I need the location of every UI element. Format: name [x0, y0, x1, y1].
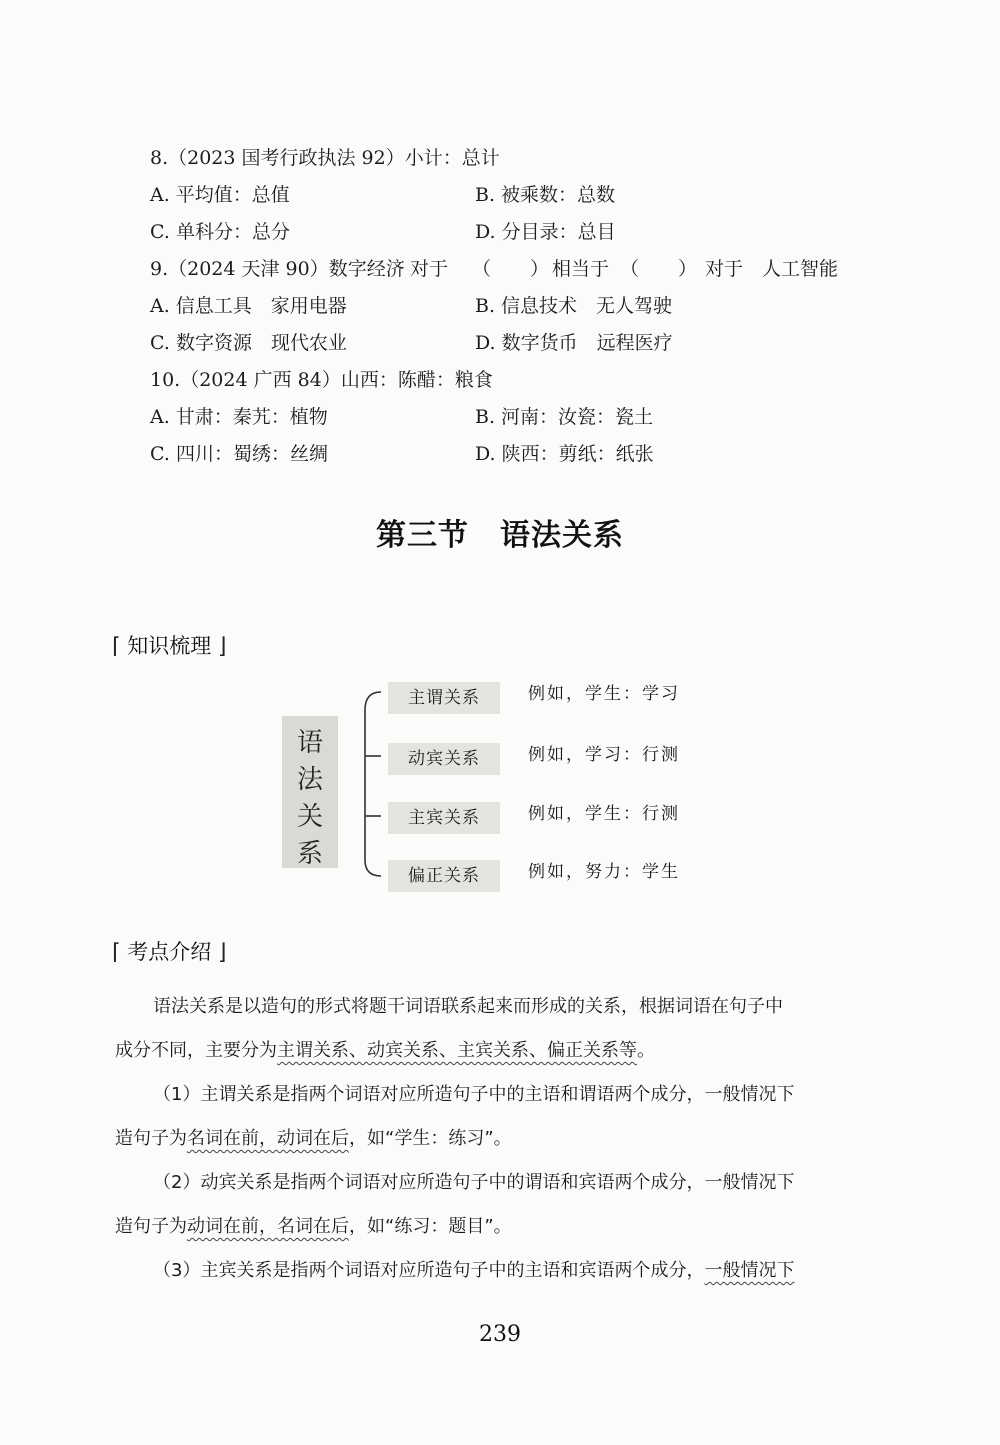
root-char: 关: [296, 802, 323, 832]
question-9-stem-part: 对于: [410, 258, 449, 280]
branch-example: 例如，学生：学习: [528, 684, 680, 704]
question-9-stem: [150, 251, 870, 288]
exam-heading-text: 考点介绍: [127, 940, 212, 964]
branch-example: 例如，学习：行测: [528, 745, 680, 765]
question-10-stem: 10.（2024 广西 84）山西：陈醋：粮食: [150, 369, 493, 391]
question-10-option-c: C. 四川：蜀绣：丝绸: [150, 443, 328, 465]
paragraph-line: （1）主谓关系是指两个词语对应所造句子中的主语和谓语两个成分，一般情况下: [153, 1084, 795, 1105]
branch-verb-object: 动宾关系: [388, 743, 500, 775]
paragraph-line: [115, 1117, 860, 1161]
emphasized-text: 名词在前，动词在后: [187, 1128, 349, 1149]
text-run: 成分不同，主要分为: [115, 1040, 277, 1061]
question-10-options-row-2: [150, 436, 870, 473]
text-run: 。: [637, 1040, 655, 1061]
question-9-stem-part: ）: [530, 258, 550, 280]
question-10-option-d: D. 陕西：剪纸：纸张: [475, 443, 654, 465]
text-run: 造句子为: [115, 1216, 187, 1237]
question-8-options-row-1: [150, 177, 870, 214]
question-8-option-c: C. 单科分：总分: [150, 221, 290, 243]
question-9-option-c: C. 数字资源 现代农业: [150, 332, 347, 354]
text-run: 造句子为: [115, 1128, 187, 1149]
heading-bracket-open: ⌈: [112, 940, 121, 965]
root-char: 系: [296, 839, 323, 869]
question-9-stem-part: ）: [678, 258, 698, 280]
section-title: 第三节 语法关系: [376, 518, 624, 553]
question-9-options-row-2: [150, 325, 870, 362]
diagram-root-node: [282, 716, 338, 868]
page-number: 239: [479, 1322, 521, 1347]
question-list: [150, 140, 870, 473]
question-9-stem-part: （: [472, 258, 492, 280]
branch-modifier-head: 偏正关系: [388, 860, 500, 892]
question-9-option-d: D. 数字货币 远程医疗: [475, 332, 673, 354]
question-9-stem-part: 人工智能: [762, 258, 839, 280]
question-9-stem-part: 对于: [705, 258, 744, 280]
heading-bracket-close: ⌋: [217, 634, 227, 659]
question-9-options-row-1: [150, 288, 870, 325]
emphasized-text: 一般情况下: [704, 1260, 795, 1281]
emphasized-text: 主谓关系、动宾关系、主宾关系、偏正关系等: [277, 1040, 637, 1061]
text-run: ，如“学生：练习”。: [349, 1128, 512, 1149]
paragraph-line: [115, 1249, 860, 1293]
question-8-options-row-2: [150, 214, 870, 251]
diagram-bracket: [345, 680, 385, 885]
root-char: 语: [296, 728, 323, 758]
text-run: （3）主宾关系是指两个词语对应所造句子中的主语和宾语两个成分，: [153, 1260, 705, 1281]
question-8-option-d: D. 分目录：总目: [475, 221, 616, 243]
paragraph-line: [115, 1029, 860, 1073]
text-run: ，如“练习：题目”。: [349, 1216, 512, 1237]
knowledge-heading: [112, 630, 227, 660]
question-8-stem: 8.（2023 国考行政执法 92）小计：总计: [150, 147, 500, 169]
paragraph-line: （2）动宾关系是指两个词语对应所造句子中的谓语和宾语两个成分，一般情况下: [153, 1172, 795, 1193]
branch-example: 例如，学生：行测: [528, 804, 680, 824]
question-8-option-b: B. 被乘数：总数: [475, 184, 616, 206]
question-10-option-b: B. 河南：汝瓷：瓷土: [475, 406, 654, 428]
question-10-option-a: A. 甘肃：秦艽：植物: [150, 406, 328, 428]
branch-subject-object: 主宾关系: [388, 802, 500, 834]
body-text: [115, 985, 860, 1293]
question-8-option-a: A. 平均值：总值: [150, 184, 290, 206]
branch-subject-predicate: 主谓关系: [388, 682, 500, 714]
heading-bracket-open: ⌈: [112, 634, 121, 659]
question-9-stem-part: （: [620, 258, 640, 280]
question-9-option-b: B. 信息技术 无人驾驶: [475, 295, 673, 317]
question-9-stem-part: 9.（2024 天津 90）数字经济: [150, 258, 405, 280]
heading-bracket-close: ⌋: [217, 940, 227, 965]
question-10-options-row-1: [150, 399, 870, 436]
branch-example: 例如，努力：学生: [528, 862, 680, 882]
exam-heading: [112, 936, 227, 966]
question-9-stem-part: 相当于: [552, 258, 610, 280]
paragraph-line: 语法关系是以造句的形式将题干词语联系起来而形成的关系，根据词语在句子中: [153, 996, 783, 1017]
emphasized-text: 动词在前，名词在后: [187, 1216, 349, 1237]
paragraph-line: [115, 1205, 860, 1249]
question-9-option-a: A. 信息工具 家用电器: [150, 295, 347, 317]
knowledge-heading-text: 知识梳理: [127, 634, 212, 658]
root-char: 法: [296, 765, 323, 795]
